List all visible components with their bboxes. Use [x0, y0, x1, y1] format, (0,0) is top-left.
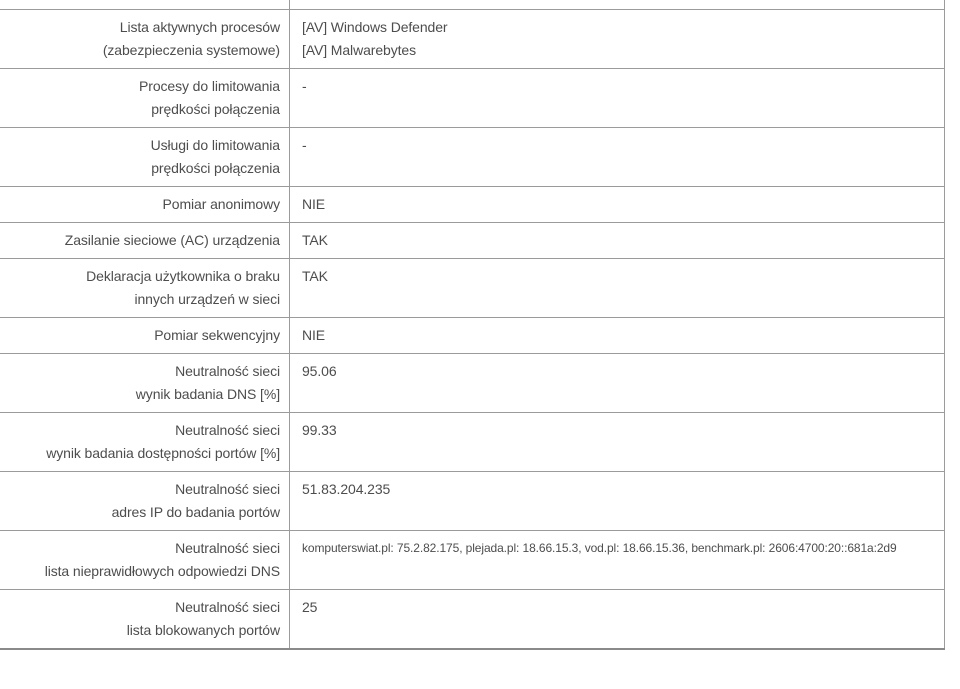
row-value: [290, 128, 945, 186]
label-line: Zasilanie sieciowe (AC) urządzenia: [64, 232, 280, 248]
label-line: lista blokowanych portów: [126, 622, 280, 638]
label-line: Neutralność sieci: [175, 422, 280, 438]
table-row: [0, 258, 945, 317]
label-line: Pomiar anonimowy: [162, 196, 280, 212]
label-line: innych urządzeń w sieci: [134, 291, 280, 307]
cropped-row-top: [0, 0, 945, 9]
row-label: [0, 413, 290, 471]
row-value: [290, 223, 945, 258]
label-line: (zabezpieczenia systemowe): [102, 42, 280, 58]
row-label: [0, 10, 290, 68]
row-value: [290, 354, 945, 412]
row-label: [0, 472, 290, 530]
row-value: [290, 531, 945, 589]
label-line: Deklaracja użytkownika o braku: [86, 268, 280, 284]
row-label: [0, 69, 290, 127]
row-value: [290, 69, 945, 127]
label-line: wynik badania dostępności portów [%]: [46, 445, 280, 461]
row-value: [290, 318, 945, 353]
label-line: adres IP do badania portów: [111, 504, 280, 520]
value-line: TAK: [302, 232, 328, 248]
label-line: Neutralność sieci: [175, 363, 280, 379]
value-line: -: [302, 78, 307, 94]
row-label: [0, 590, 290, 648]
row-label: [0, 187, 290, 222]
table-row: [0, 68, 945, 127]
table-row: [0, 530, 945, 589]
row-value: [290, 259, 945, 317]
table-row: [0, 127, 945, 186]
table-row: [0, 9, 945, 68]
table-row: [0, 353, 945, 412]
table-row: [0, 317, 945, 353]
row-label: [0, 354, 290, 412]
table-row: [0, 589, 945, 648]
row-value: [290, 413, 945, 471]
table-row: [0, 412, 945, 471]
label-line: Neutralność sieci: [175, 481, 280, 497]
row-value: [290, 187, 945, 222]
label-line: Neutralność sieci: [175, 599, 280, 615]
label-line: Neutralność sieci: [175, 540, 280, 556]
value-line: NIE: [302, 196, 326, 212]
value-line: NIE: [302, 327, 326, 343]
row-label: [0, 318, 290, 353]
label-line: lista nieprawidłowych odpowiedzi DNS: [44, 563, 280, 579]
value-line: komputerswiat.pl: 75.2.82.175, plejada.pl: 18.66.15.3, vod.pl: 18.66.15.36, benchmark.pl: 2606:4700:20::681a:2d9: [302, 541, 897, 555]
value-line: 99.33: [302, 422, 337, 438]
label-line: Lista aktywnych procesów: [119, 19, 280, 35]
row-label: [0, 531, 290, 589]
row-label: [0, 223, 290, 258]
value-line: 25: [302, 599, 318, 615]
value-line: [AV] Malwarebytes: [302, 42, 416, 58]
label-line: wynik badania DNS [%]: [135, 386, 280, 402]
table-row: [0, 222, 945, 258]
row-value: [290, 472, 945, 530]
row-value: [290, 590, 945, 648]
value-line: 51.83.204.235: [302, 481, 391, 497]
row-label: [0, 259, 290, 317]
label-line: Usługi do limitowania: [150, 137, 280, 153]
value-line: TAK: [302, 268, 328, 284]
row-value: [290, 10, 945, 68]
value-line: [AV] Windows Defender: [302, 19, 448, 35]
table-row: [0, 471, 945, 530]
value-line: 95.06: [302, 363, 337, 379]
label-line: Procesy do limitowania: [139, 78, 280, 94]
table-row: [0, 186, 945, 222]
label-line: prędkości połączenia: [151, 101, 280, 117]
row-label: [0, 128, 290, 186]
value-line: -: [302, 137, 307, 153]
label-line: Pomiar sekwencyjny: [154, 327, 280, 343]
label-line: prędkości połączenia: [151, 160, 280, 176]
